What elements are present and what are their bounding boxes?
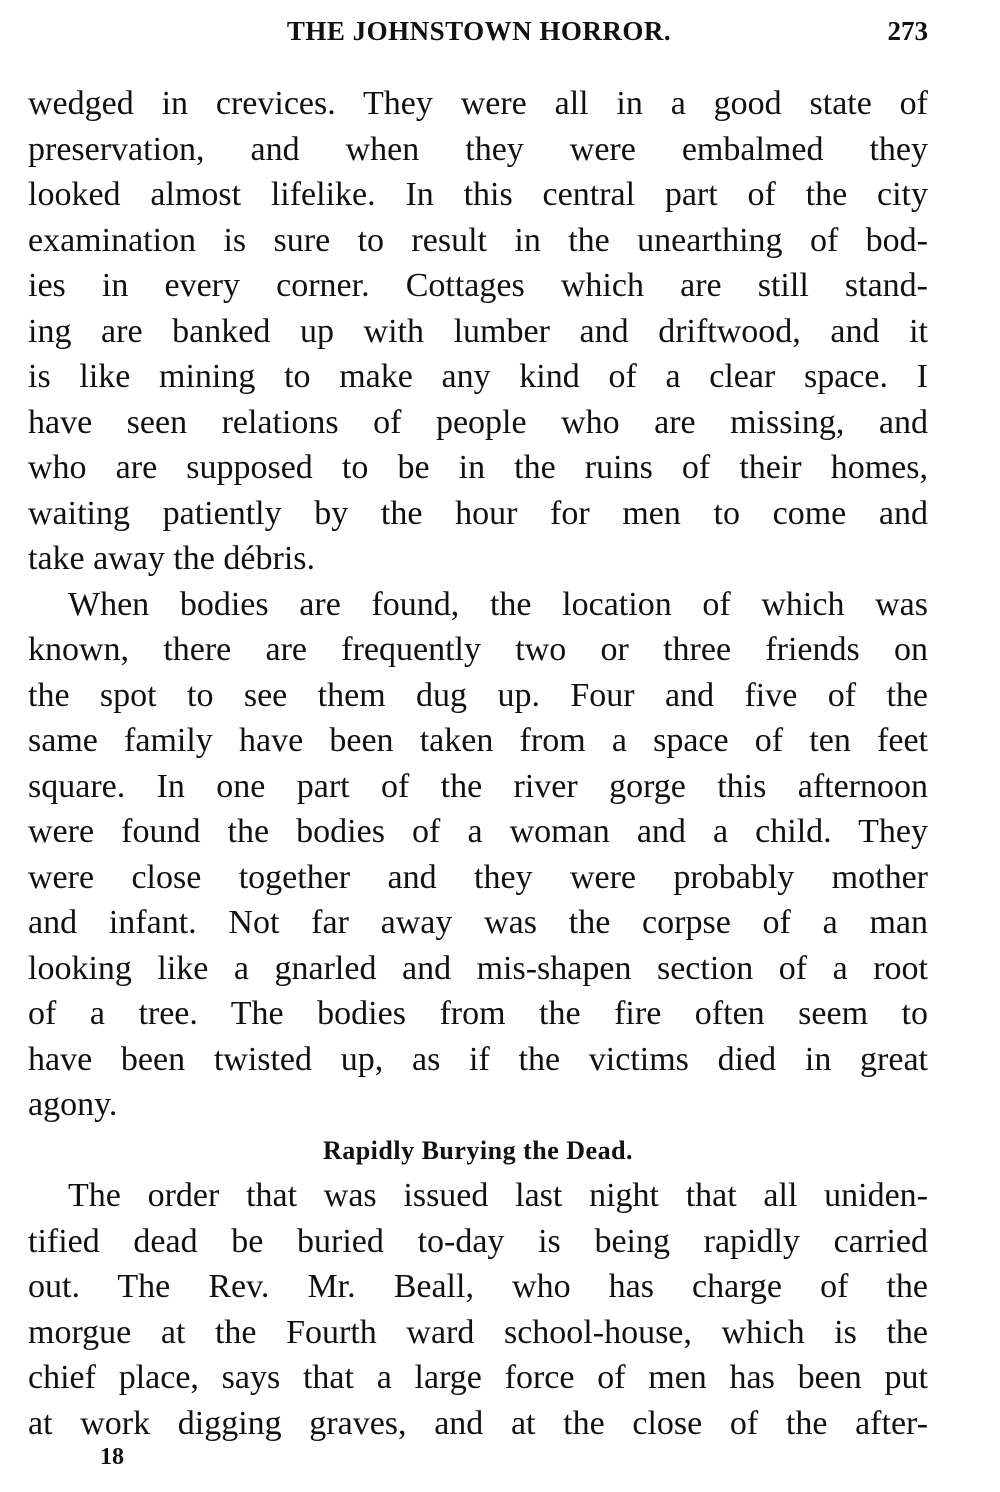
text-line: agony.	[28, 1086, 118, 1123]
text-line: have seen relations of people who are missing, and	[28, 403, 928, 441]
text-line: wedged in crevices. They were all in a good state of	[28, 85, 928, 122]
text-line: were found the bodies of a woman and a child. They	[28, 813, 928, 850]
text-line: is like mining to make any kind of a clear space. I	[28, 358, 928, 395]
text-line: waiting patiently by the hour for men to come and	[28, 494, 928, 532]
text-line: preservation, and when they were embalmed they	[28, 130, 928, 168]
text-line: take away the débris.	[28, 540, 315, 577]
text-line: the spot to see them dug up. Four and five of the	[28, 676, 928, 714]
text-line: chief place, says that a large force of men has been put	[28, 1359, 928, 1396]
text-line: who are supposed to be in the ruins of their homes,	[28, 449, 928, 486]
body-text	[28, 81, 928, 1446]
text-line: have been twisted up, as if the victims died in great	[28, 1040, 928, 1078]
text-line: and infant. Not far away was the corpse of a man	[28, 904, 928, 941]
signature-mark: 18	[100, 1444, 124, 1470]
text-line: looked almost lifelike. In this central part of the city	[28, 176, 928, 213]
text-line: square. In one part of the river gorge this afternoon	[28, 767, 928, 805]
running-head	[30, 16, 928, 52]
running-title: THE JOHNSTOWN HORROR.	[286, 16, 672, 46]
text-line: When bodies are found, the location of which was	[68, 585, 928, 623]
text-line: of a tree. The bodies from the fire often seem to	[28, 995, 928, 1032]
text-line: morgue at the Fourth ward school-house, which is the	[28, 1313, 928, 1351]
text-line: ing are banked up with lumber and driftwood, and it	[28, 312, 928, 350]
text-line: same family have been taken from a space of ten feet	[28, 722, 928, 759]
text-line: at work digging graves, and at the close of the after-	[28, 1404, 928, 1442]
text-line: examination is sure to result in the unearthing of bod-	[28, 221, 928, 259]
page-number: 273	[887, 16, 928, 46]
section-heading: Rapidly Burying the Dead.	[322, 1135, 634, 1165]
text-line: ies in every corner. Cottages which are still stand-	[28, 267, 928, 304]
text-line: known, there are frequently two or three friends on	[28, 631, 928, 668]
text-line: were close together and they were probably mother	[28, 858, 928, 896]
text-line: tified dead be buried to-day is being rapidly carried	[28, 1222, 928, 1260]
text-line: looking like a gnarled and mis-shapen section of a root	[28, 949, 928, 987]
text-line: out. The Rev. Mr. Beall, who has charge of the	[28, 1268, 928, 1305]
text-line: The order that was issued last night that all uniden-	[68, 1177, 928, 1214]
